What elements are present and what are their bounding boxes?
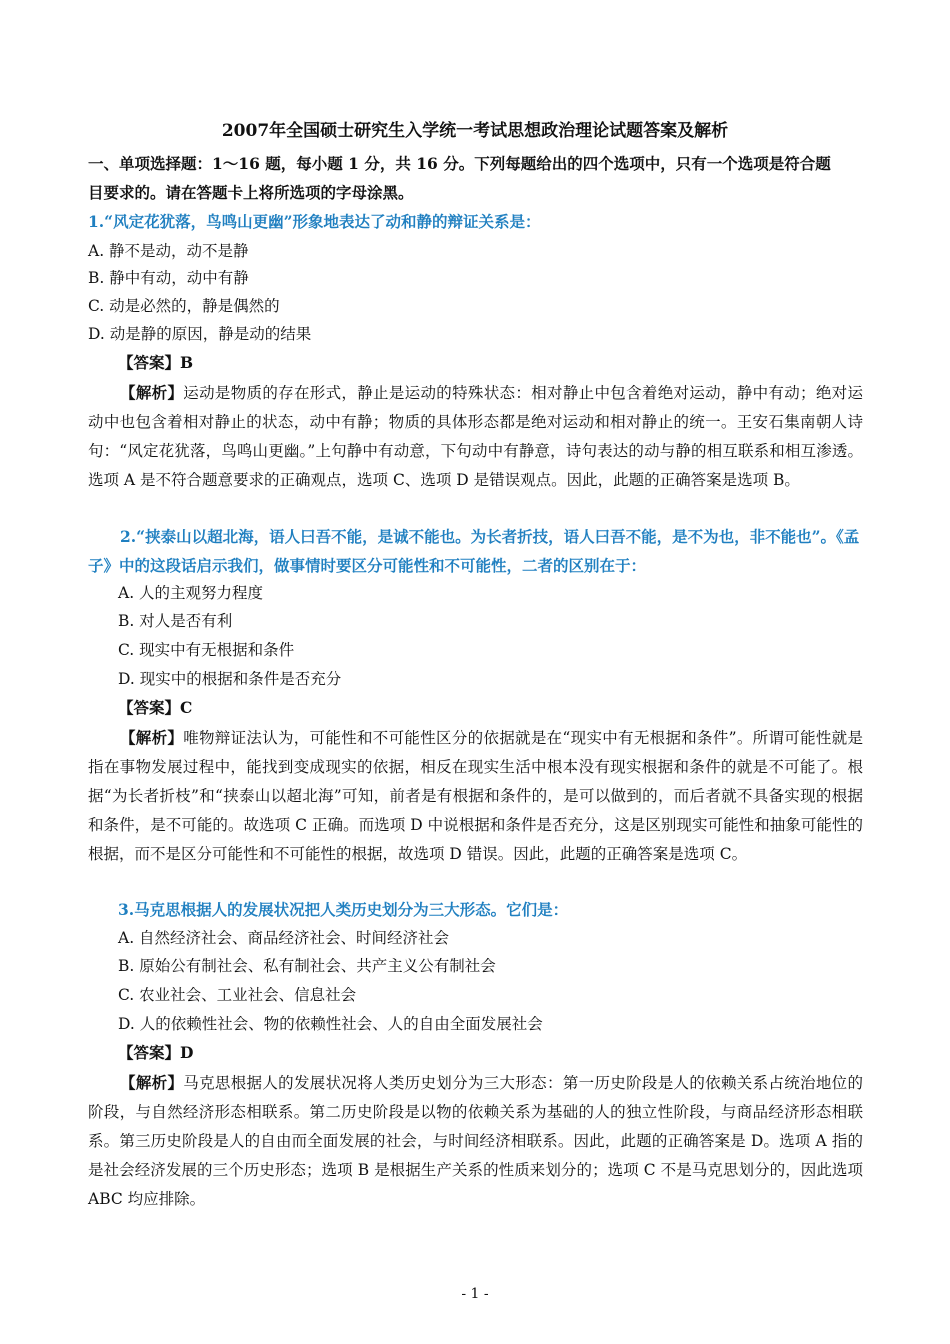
question-1-option-a: A. 静不是动，动不是静 xyxy=(88,242,249,260)
question-2-option-c: C. 现实中有无根据和条件 xyxy=(118,641,295,659)
question-1-stem: 1.“风定花犹落，鸟鸣山更幽”形象地表达了动和静的辩证关系是： xyxy=(88,212,541,231)
question-2-stem: 2.“挟泰山以超北海，语人曰吾不能，是诚不能也。为长者折技，语人曰吾不能，是不为也，非不能也”。《孟子》中的这段话启示我们，做事情时要区分可能性和不可能性，二者的区别在于： xyxy=(88,527,860,575)
question-2-analysis: 【解析】唯物辩证法认为，可能性和不可能性区分的依据就是在“现实中有无根据和条件”。所谓可能性就是指在事物发展过程中，能找到变成现实的依据，相反在现实生活中根本没有现实根据和条件的就是不可能了。根据“为长者折枝”和“挟泰山以超北海”可知，前者是有根据和条件的，是可以做到的，而后者就不具备实现的根据和条件，是不可能的。故选项 C 正确。而选项 D 中说根据和条件是否充分，这是区别现实可能性和抽象可能性的根据，而不是区分可能性和不可能性的根据，故选项 D 错误。因此，此题的正确答案是选项 C。 xyxy=(88,728,863,863)
question-2-option-d: D. 现实中的根据和条件是否充分 xyxy=(118,670,342,688)
question-3-stem: 3.马克思根据人的发展状况把人类历史划分为三大形态。它们是： xyxy=(118,900,569,919)
question-3-answer: 【答案】D xyxy=(118,1043,194,1062)
question-3-option-a: A. 自然经济社会、商品经济社会、时间经济社会 xyxy=(118,929,450,947)
section-heading-line-2: 目要求的。请在答题卡上将所选项的字母涂黑。 xyxy=(88,183,414,202)
question-3-option-c: C. 农业社会、工业社会、信息社会 xyxy=(118,986,357,1004)
question-2-option-a: A. 人的主观努力程度 xyxy=(118,584,264,602)
question-2-option-b: B. 对人是否有利 xyxy=(118,612,233,630)
question-2-answer: 【答案】C xyxy=(118,698,193,717)
page-number: - 1 - xyxy=(461,1286,489,1302)
question-1-analysis: 【解析】运动是物质的存在形式，静止是运动的特殊状态：相对静止中包含着绝对运动，静中有动；绝对运动中也包含着相对静止的状态，动中有静；物质的具体形态都是绝对运动和相对静止的统一。王安石集南朝人诗句：“风定花犹落，鸟鸣山更幽。”上句静中有动意，下句动中有静意，诗句表达的动与静的相互联系和相互渗透。选项 A 是不符合题意要求的正确观点，选项 C、选项 D 是错误观点。因此，此题的正确答案是选项 B。 xyxy=(88,383,863,489)
question-3-option-d: D. 人的依赖性社会、物的依赖性社会、人的自由全面发展社会 xyxy=(118,1015,543,1033)
document-title: 2007年全国硕士研究生入学统一考试思想政治理论试题答案及解析 xyxy=(221,121,729,141)
question-1-answer: 【答案】B xyxy=(118,353,194,372)
section-heading-line-1: 一、单项选择题：1～16 题，每小题 1 分，共 16 分。下列每题给出的四个选项中，只有一个选项是符合题 xyxy=(88,154,831,173)
question-3-analysis: 【解析】马克思根据人的发展状况将人类历史划分为三大形态：第一历史阶段是人的依赖关系占统治地位的阶段，与自然经济形态相联系。第二历史阶段是以物的依赖关系为基础的人的独立性阶段，与商品经济形态相联系。第三历史阶段是人的自由而全面发展的社会，与时间经济相联系。因此，此题的正确答案是 D。选项 A 指的是社会经济发展的三个历史形态；选项 B 是根据生产关系的性质来划分的；选项 C 不是马克思划分的，因此选项 ABC 均应排除。 xyxy=(88,1073,863,1208)
question-3-option-b: B. 原始公有制社会、私有制社会、共产主义公有制社会 xyxy=(118,957,496,975)
question-1-option-b: B. 静中有动，动中有静 xyxy=(88,269,249,287)
question-1-option-c: C. 动是必然的，静是偶然的 xyxy=(88,297,280,315)
question-1-option-d: D. 动是静的原因，静是动的结果 xyxy=(88,325,312,343)
